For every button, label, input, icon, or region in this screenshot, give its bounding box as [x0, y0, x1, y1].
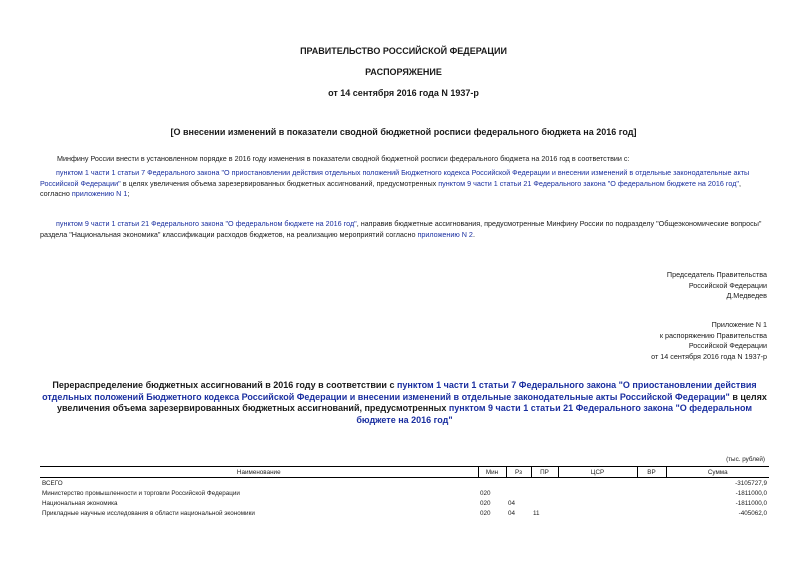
appendix-title-link-21[interactable]: пунктом 9 части 1 статьи 21 Федерального закона "О федеральном бюджете на 2016 год": [356, 403, 753, 425]
intro-paragraph: Минфину России внести в установленном порядке в 2016 году изменения в показатели сводной бюджетной росписи федерального бюджета на 2016 год в соответствии с:: [57, 154, 630, 163]
item-2-paragraph: пунктом 9 части 1 статьи 21 Федерального закона "О федеральном бюджете на 2016 год", направив бюджетные ассигнования, предусмотренные Минфину России по подразделу "Общеэкономические вопросы" раздела "Национальная экономика" классификации расходов бюджетов, на реализацию мероприятий согласно приложению N 2.: [40, 219, 762, 239]
col-header-rz: Рз: [506, 467, 531, 478]
table-row: Прикладные научные исследования в области национальной экономики 020 04 11 -405062,0: [42, 509, 767, 517]
col-header-pr: ПР: [531, 467, 558, 478]
col-header-name: Наименование: [40, 467, 478, 478]
col-header-vr: ВР: [637, 467, 666, 478]
col-header-csr: ЦСР: [558, 467, 637, 478]
table-row: Национальная экономика 020 04 -1811000,0: [42, 499, 767, 507]
col-header-min: Мин: [478, 467, 506, 478]
units-label: (тыс. рублей): [726, 456, 765, 463]
law-link-21-1-9-second[interactable]: пунктом 9 части 1 статьи 21 Федерального закона "О федеральном бюджете на 2016 год": [56, 219, 357, 228]
appendix-1-link[interactable]: приложению N 1: [71, 189, 128, 198]
item-1-paragraph: пунктом 1 части 1 статьи 7 Федерального закона "О приостановлении действия отдельных положений Бюджетного кодекса Российской Федерации и внесении изменений в отдельные законодательные акты Российской Федерации" в целях увеличения объема зарезервированных бюджетных ассигнований, предусмотренных пунктом 9 части 1 статьи 21 Федерального закона "О федеральном бюджете на 2016 год", согласно приложению N 1;: [40, 168, 750, 198]
col-header-sum: Сумма: [666, 467, 769, 478]
document-title: [О внесении изменений в показатели сводной бюджетной росписи федерального бюджета на 2016 год]: [170, 127, 637, 137]
government-name: ПРАВИТЕЛЬСТВО РОССИЙСКОЙ ФЕДЕРАЦИИ: [300, 46, 507, 56]
document-date: от 14 сентября 2016 года N 1937-р: [328, 88, 479, 98]
signature-block: Председатель Правительства Российской Федерации Д.Медведев: [666, 270, 767, 300]
law-link-21-1-9[interactable]: пунктом 9 части 1 статьи 21 Федерального закона "О федеральном бюджете на 2016 год": [438, 178, 739, 188]
appendix-title: Перераспределение бюджетных ассигнований в 2016 году в соответствии с пунктом 1 части 1 статьи 7 Федерального закона "О приостановлении действия отдельных положений Бюджетного кодекса Российской Федерации и внесении изменений в отдельные законодательные акты Российской Федерации" в целях увеличения объема зарезервированных бюджетных ассигнований, предусмотренных пунктом 9 части 1 статьи 21 Федерального закона "О федеральном бюджете на 2016 год": [42, 380, 767, 425]
table-row: ВСЕГО -3105727,9: [42, 479, 767, 487]
appendix-reference: Приложение N 1 к распоряжению Правительства Российской Федерации от 14 сентября 2016 года N 1937-р: [651, 320, 767, 361]
budget-table: [40, 466, 769, 518]
document-type: РАСПОРЯЖЕНИЕ: [365, 67, 442, 77]
appendix-title-link-7[interactable]: пунктом 1 части 1 статьи 7 Федерального закона "О приостановлении действия отдельных положений Бюджетного кодекса Российской Федерации и внесении изменений в отдельные законодательные акты Российской Федерации": [42, 380, 757, 402]
law-link-7-1-1[interactable]: пунктом 1 части 1 статьи 7 Федерального закона "О приостановлении действия отдельных положений Бюджетного кодекса Российской Федерации и внесении изменений в отдельные законодательные акты Российской Федерации": [40, 168, 750, 188]
table-header: [40, 467, 769, 478]
table-row: Министерство промышленности и торговли Российской Федерации 020 -1811000,0: [42, 489, 767, 497]
appendix-2-link[interactable]: приложению N 2: [417, 229, 473, 239]
